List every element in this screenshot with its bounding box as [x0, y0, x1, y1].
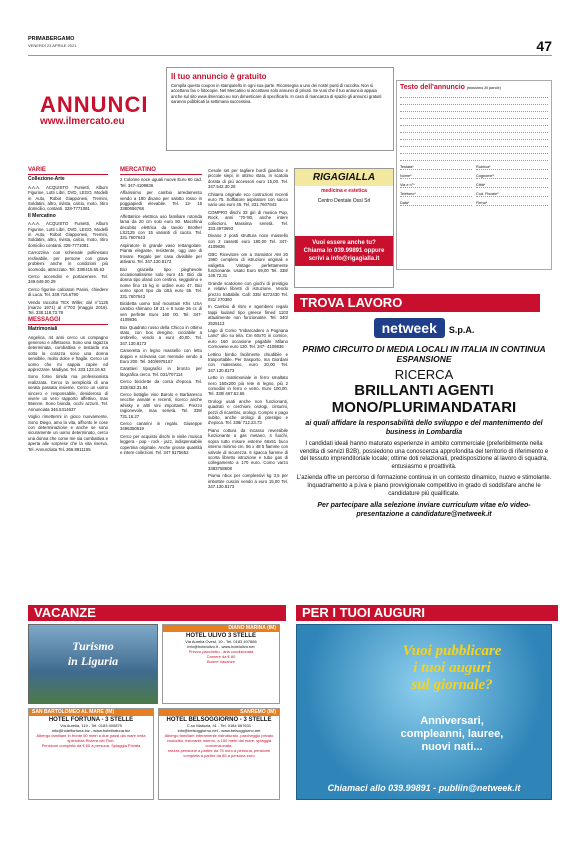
turismo-title: Turismo: [72, 639, 114, 653]
listing: Bici graziella tipo pieghevole occasionalissime solo euro 45. Bici da donna tipo oland con cestino, seggiolino e nome fino 15 kg in ordine euro 47. Bici uomo sport tipo da città euro 55. Tel. 331.7607643: [120, 266, 202, 299]
listing: A.A.A. ACQUISTO Fumetti, Album Figurine, Lotti Libri, DVD, LEGO, Modelli in Auto, Robot Giapponesi, Tremini, Soldatini, altro, rivista, calcio, moto, ritiro domicilio, contanti. 328-7771081: [28, 184, 108, 212]
listing: Letto in matrimoniale in ferro smaltato nero 160x200 più rete in legno, più 2 comodini in ferro e vetro. Euro 100,00. Tel. 338/ 467.62.66: [208, 375, 288, 397]
listing: Bicidetta uomo trail mountain Khs USA cambio shimano 18 21 e 8 ruote 26 cc di ven perfette Euro 160 00. Tel. 347-4109836: [120, 300, 202, 323]
listing: Angelica, 44 anni cerco un compagno generoso e affettuoso. Sono una ragazza determinata, combattiva e testarda ma sotto la corazza sono una donna sensibile, molto dolce e fragile. Cerco un uomo che mi sappia capire ed apprezzare. Madiyas. Tel. 333.123.16.63: [28, 334, 108, 372]
listing: Cameretta in legno massello con letto doppio e scrivania con mensole vendo a Euro 200. Tel. 340/6975167: [120, 348, 202, 364]
field-via[interactable]: Via e n°*: [400, 183, 472, 188]
subsection-collezione: Collezione-Arte: [28, 176, 65, 183]
netweek-ad: [296, 318, 552, 590]
section-messaggi: MESSAGGI: [28, 318, 108, 325]
auguri-question: Vuoi pubblicare i tuoi auguri sul giornale?: [402, 643, 502, 693]
subsection-matrimoniali: Matrimoniali: [28, 326, 58, 333]
listing: Voglio rimettermi in gioco nuovamente. Sono Diego, amo la vita, affronto le cose con determinazione e anche se sono sicuramente un uomo determinato, cerco una donna che come me sia combattiva e aperta alle sorprese che la vita riserva. Tel. Annunziata Tel. 366.8911155: [28, 414, 108, 452]
paper-date: VENERDÌ 23 APRILE 2021: [28, 43, 77, 48]
listing: Piano cottura da incasso reversibile funzionante a gas metano, 4 fuochi, sopra tutto misure esterne 66x51 buco interno minimo cm. 56 x 48 5 fiamme con valvole di sicurezza. 6 spacca fiamme di scorta libretto istruzione e tubo gas di collegamento a 170 euro. Como varzo 3383758608: [208, 427, 288, 471]
listing: Cerco accendini e portacenere. Tel. 349.649.00.29: [28, 273, 108, 285]
listing: 2 Colonne noce uguali nuove Euro 60 cad. Tel. 347-4109836: [120, 177, 202, 188]
field-testata[interactable]: Testata*: [400, 165, 472, 170]
coupon-line[interactable]: [400, 147, 548, 154]
netweek-role-1: BRILLANTI AGENTI: [354, 382, 494, 399]
netweek-spa: S.p.A.: [448, 325, 475, 335]
listing: Lettino bimbo facilmente chiudibile e trasportabile. Per trasporto, ma Giordani con materasso, euro 20,00 Tel. 347.130.8173: [208, 351, 288, 373]
listing: Affettatrice elettrica uso familiare rotonda lama da 20 cm solo euro 50. Macchina decubito elettrica da tavolo Brother LS2125 con 15 varianti di cucito. Tel. 331.7607643: [120, 213, 202, 241]
listing: Cerco canarini in regalo. Giuseppe 3496350519: [120, 421, 202, 432]
turismo-subtitle: in Liguria: [67, 654, 119, 668]
listing: Cerco per acquisto dischi in vinile musica leggera - pop - rock - jazz, indispensabile copertina originale. Anche grosse quantità e intere collezioni. Tel. 347 9175652: [120, 433, 202, 456]
listing: Lago di Como "Imbarcadero a Pognana Lario" olio su tela. Cm 60x70 in cornice, euro 160 occasione pagabile Milano Cornovese euro 130. Tel. 347- 4109836: [208, 327, 288, 350]
section-varie: VARIE: [28, 168, 108, 175]
netweek-headline: PRIMO CIRCUITO DI MEDIA LOCALI IN ITALIA IN CONTINUA ESPANSIONE: [302, 344, 546, 364]
netweek-logo: netweek: [374, 318, 445, 338]
website-link[interactable]: www.ilmercato.eu: [40, 116, 125, 127]
listing: Cerco biciclette da corsa d'epoca. Tel. 333/463.31.84: [120, 379, 202, 390]
field-firma[interactable]: Firma*: [476, 201, 548, 206]
rigagialla-cta: Vuoi essere anche tu? Chiama lo 039.99891 oppure scrivi a info@rigagialla.it: [295, 236, 393, 266]
page-number: 47: [536, 38, 552, 54]
listing: Divano 2 posti struttura noce massello con 2 cassetti euro 180,00 Tel. 347-4109836: [208, 233, 288, 250]
field-data[interactable]: Data*: [400, 201, 472, 206]
field-codfiscale[interactable]: Cod. Fiscale*: [476, 192, 548, 197]
coupon-line[interactable]: [400, 91, 548, 98]
listing: Grande scatolone con giochi di prestigio e relativi libretti di istruzione. Vendo prezzo trattabile. Call: 335/ 6272430 Tel. 031/ 270360: [208, 280, 288, 302]
coupon-line[interactable]: [400, 140, 548, 147]
free-ad-title: Il tuo annuncio è gratuito: [171, 72, 267, 81]
listing: GBC Ricevitore om a transistor AM 20 1960 completo di istruzioni originali e valigetta. Vintage perfettamente funzionante. Usato Euro 69,00 Tel. 338/ 149.72.31: [208, 251, 288, 279]
listing: Cerco figurine calciatori Panini, chiedere di Luca. Tel. 349.716.6790: [28, 286, 108, 298]
subsection-mercatino: Il Mercatino: [28, 212, 56, 219]
auguri-contact: Chiamaci allo 039.99891 - publiin@netweek.it: [327, 783, 521, 793]
listing: Carattieri tipografici in bronzo per litografica cerco. Tel. 031/707114: [120, 366, 202, 377]
coupon-form: [396, 80, 552, 270]
field-nome[interactable]: Nome*: [400, 174, 472, 179]
coupon-line[interactable]: [400, 154, 548, 161]
listing: Cesole set per tagliere bordi giardino e piccole siepi, in ottimo stato, in scatola dorata di più accessori euro 15,00. Tel. 347.542.30.26: [208, 168, 288, 190]
auguri-ad[interactable]: [296, 624, 552, 800]
rigagialla-name: Centro Dentale Ossi Srl: [295, 196, 393, 206]
listing: In Cambio di ritiro e sgombero regalo tappi louland tipo greece fimed 1103 attualmente non funzionante. Tel. 340/ 2525113: [208, 304, 288, 326]
header-rule: [28, 55, 552, 56]
hotel-ulivo-ad[interactable]: DIANO MARINA (IM) HOTEL ULIVO 3 STELLE Via Aurelia Ovest, 10 - Tel. 0183 407886 info@hotelulivo.it - www.hotelulivo.net Prezzo pacchetto - aria condizionata Camere da € 80 Buone Vacanze: [162, 624, 280, 704]
section-auguri: PER I TUOI AUGURI: [296, 605, 558, 621]
listing: Orologi usati anche non funzionanti, quadrati e cerchioni orologi, cinturini, pezzi di ricambio, orologi. Compro e pago subito, anche orologi di prestigio e d'epoca. Tel. 338/ 712.23.73: [208, 398, 288, 426]
section-trova-lavoro: TROVA LAVORO: [294, 294, 540, 312]
section-mercatino: MERCATINO: [120, 168, 202, 175]
field-rubrica[interactable]: Rubrica*: [476, 165, 548, 170]
listing: Box Quadrato rosso della Chicco in ottimo stato, con box dengino, cicciabile a ombrello, vendo a euro 40,00. Tel. 347.130.8173: [120, 324, 202, 346]
listing: A.A.A. ACQUISTO Fumetti, Album Figurine, Lotti Libri, DVD, LEGO, Modelli in Auto, Robot Giapponesi, Tremini, Soldatini, altro, rivista, calcio, moto, ritiro domicilio contanti. 328-7771081: [28, 221, 108, 248]
listing: Sono forse timida ma professionista realizzata. Cerco la semplicità di una serata passata insieme. Cerco un uomo sincero e responsabile, desideroso di vivere un vero rapporto affettivo, max 55enne. Sono bionda, occhi azzurri. Tel. Annunciata 346.5314637: [28, 374, 108, 412]
coupon-line[interactable]: [400, 119, 548, 126]
coupon-line[interactable]: [400, 126, 548, 133]
netweek-apply: Per partecipare alla selezione inviare curriculum vitae e/o video-presentazione a candidature@netweek.it: [317, 502, 531, 518]
coupon-title: Testo dell'annuncio (massimo 20 parole): [400, 84, 501, 91]
field-telefono[interactable]: Telefono*: [400, 192, 472, 197]
hotel-belsoggiorno-ad[interactable]: SANREMO (IM) HOTEL BELSOGGIORNO - 3 STELLE C.so Matuzia, 41 - Tel. 0184 667631 info@belsoggiorno.net - www.belsoggiorno.net Albergo familiare interamente ristrutturato, parcheggio privato custodito, ristorante interno, a 150 metri dal mare, spiaggia convenzionata. mezza pensione a partire da 75 euro a persona, pensione completa a partire da 85 a persona euro: [158, 708, 280, 800]
column-varie: [28, 168, 108, 454]
free-ad-text: Compila questo coupon in stampatello in ogni sua parte. Riconsegna a uno dei nostri punti di raccolta. Non si accettano fax o fotocopie. Nel Mercatino si accettano solo annunci di privati. Se vuoi che il tuo annuncio appaia anche sul sito www.ilmercato.eu non dimenticare di specificarlo. In caso di mancanza di spazio gli annunci gratuiti saranno pubblicati la settimana successiva.: [171, 83, 382, 104]
listing: Vendo raccolta TEX Willer, dal n°1125 (marzo 1971) al n°703 (maggio 2019). Tel. 338.118.73.78: [28, 299, 108, 316]
section-vacanze: VACANZE: [28, 605, 286, 621]
coupon-line[interactable]: [400, 105, 548, 112]
coupon-line[interactable]: [400, 98, 548, 105]
free-ad-info-box: [166, 67, 394, 151]
rigagialla-title: RIGAGIALLA: [295, 169, 393, 186]
netweek-ricerca: RICERCA: [394, 367, 454, 382]
hotel-fortuna-ad[interactable]: SAN BARTOLOMEO AL MARE (IM) HOTEL FORTUNA - 3 STELLE Via Aurelia, 119 - Tel. 0183 400875 info@hotelfortuna.biz - www.hotelfortuna.biz Albergo familiare in fronte 50 metri a due passi dal mare nella splendida Riviera dei Fiori. Pensione completa da € 60 a persona. Spiaggia Privata: [28, 708, 154, 800]
column-mercatino: [120, 168, 202, 458]
paper-name: PRIMABERGAMO: [28, 36, 75, 42]
turismo-liguria-banner: [28, 624, 158, 704]
field-citta[interactable]: Città*: [476, 183, 548, 188]
coupon-line[interactable]: [400, 112, 548, 119]
listing: Cerco bottiglie vino Barolo e Barbaresco vecchie annate e recenti, ricerco anche whisky e altri vini importanti. Prezzo ragionevole, max serietà. Tel. 339/ 731.16.27: [120, 392, 202, 419]
listing: Carrozzina con schienale pollinesato reclinabile, per persone con grave problemi anche in condizioni più scomodo, attrezzato. Tel. 338/415.65.63: [28, 250, 108, 272]
netweek-role-2: MONO/PLURIMANDATARI: [331, 399, 517, 416]
section-title: ANNUNCI: [40, 92, 149, 117]
netweek-sub: ai quali affidare la responsabilità dello sviluppo e del mantenimento del business in Lombardia: [305, 420, 543, 436]
listing: Piuma nbox per complessivi kg 3,5 per imbottire cuscini vendo a euro 15,00 Tel. 347.130.8173: [208, 473, 288, 489]
field-cognome[interactable]: Cognome*: [476, 174, 548, 179]
listing: Aspiratore in grande vaso rettangolare. Pianta elegante, resistente, ogg iare di trovare. Regalo per casa divisibile per attivarsi. Tel. 347.130.8173: [120, 242, 202, 265]
netweek-offer: L'azienda offre un percorso di formazione continua in un contesto dinamico, nuovo e stimolante. Inquadramento a p.iva e piano provvigionale competitivo in grado di soddisfare anche le candidature più qualificate.: [296, 475, 552, 497]
auguri-occasions: Anniversari, compleanni, lauree, nuovi nati...: [400, 715, 504, 753]
coupon-line[interactable]: [400, 133, 548, 140]
listing: Chitarra originale eco costruzioni recenti euro 75. Soffiatore aspiratore con sacco vario uso euro 45. Tel. 331.7607643: [208, 191, 288, 208]
rigagialla-tag: medicina e estetica: [295, 186, 393, 196]
column-mercatino-2: [208, 168, 288, 491]
netweek-requirements: I candidati ideali hanno maturato esperienze in ambito commerciale (preferibilmente nella vendita di servizi B2B), possiedono una conoscenza approfondita del territorio di riferimento e del tessuto imprenditoriale locale; ottime doti relazionali, predisposizione al lavoro di squadra, entusiasmo e proattività.: [299, 441, 549, 470]
rigagialla-ad[interactable]: [294, 168, 394, 288]
listing: COMPRO dischi 33 giri di musica Pop, Rock, anni '70-'80, anche intere collezioni. Massima serietà. Tel. 333.4973693: [208, 209, 288, 232]
listing: Affarissimo per cambio arredamento vendo a 180 divano per salotto rosso in poggiapiedi elevabile. Tel. 12- 15 3380656768: [120, 190, 202, 212]
